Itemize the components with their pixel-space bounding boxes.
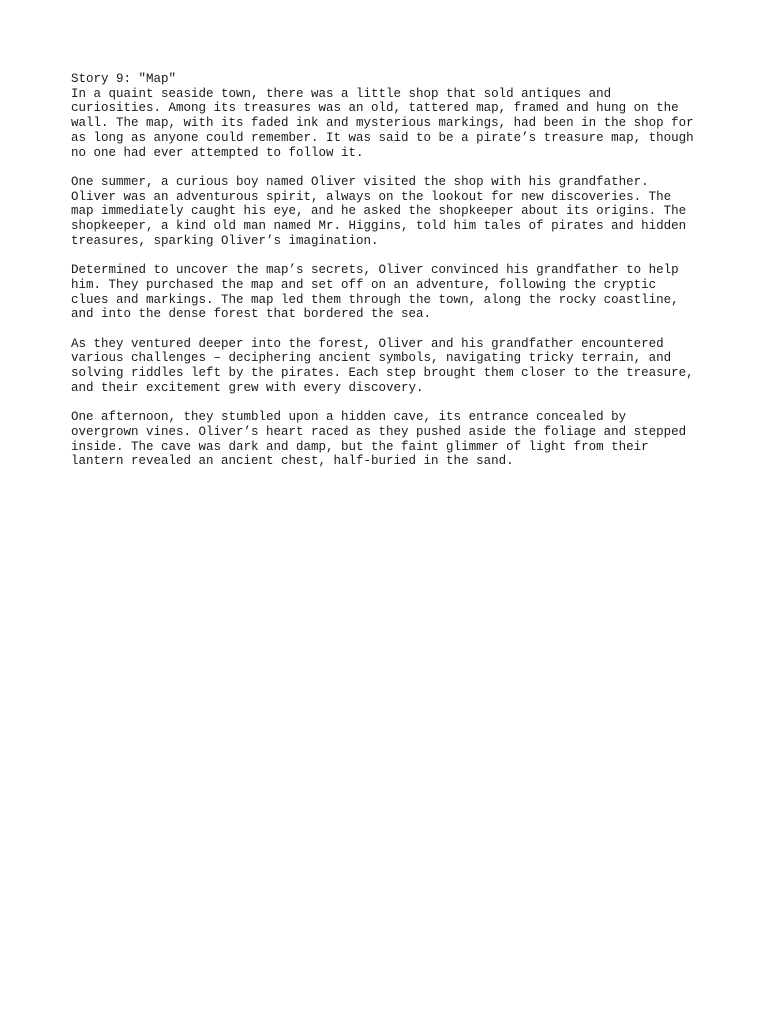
paragraph-line: shopkeeper, a kind old man named Mr. Higgins, told him tales of pirates and hidden [71,219,687,234]
paragraph-line: curiosities. Among its treasures was an old, tattered map, framed and hung on the [71,101,679,116]
paragraph-line: and their excitement grew with every discovery. [71,380,424,395]
paragraph-1 [71,87,711,161]
paragraph-line: map immediately caught his eye, and he asked the shopkeeper about its origins. The [71,204,687,219]
paragraph-line: and into the dense forest that bordered the sea. [71,307,432,322]
paragraph-line: In a quaint seaside town, there was a little shop that sold antiques and [71,86,612,101]
paragraph-3 [71,263,711,322]
paragraph-4 [71,337,711,396]
paragraph-line: lantern revealed an ancient chest, half-buried in the sand. [71,454,514,469]
paragraph-line: One summer, a curious boy named Oliver visited the shop with his grandfather. [71,174,649,189]
paragraph-line: him. They purchased the map and set off on an adventure, following the cryptic [71,277,657,292]
paragraph-line: no one had ever attempted to follow it. [71,145,364,160]
document-page [71,72,711,484]
paragraph-line: treasures, sparking Oliver’s imagination. [71,233,379,248]
paragraph-line: As they ventured deeper into the forest, Oliver and his grandfather encountered [71,336,664,351]
paragraph-line: wall. The map, with its faded ink and mysterious markings, had been in the shop for [71,116,694,131]
paragraph-line: various challenges – deciphering ancient symbols, navigating tricky terrain, and [71,351,672,366]
paragraph-line: inside. The cave was dark and damp, but the faint glimmer of light from their [71,439,649,454]
paragraph-line: solving riddles left by the pirates. Each step brought them closer to the treasure, [71,366,694,381]
paragraph-line: clues and markings. The map led them through the town, along the rocky coastline, [71,292,679,307]
paragraph-5 [71,410,711,469]
paragraph-line: Oliver was an adventurous spirit, always on the lookout for new discoveries. The [71,189,672,204]
paragraph-2 [71,175,711,249]
paragraph-line: as long as anyone could remember. It was said to be a pirate’s treasure map, though [71,130,694,145]
story-title: Story 9: "Map" [71,72,177,86]
paragraph-line: overgrown vines. Oliver’s heart raced as they pushed aside the foliage and stepped [71,424,687,439]
paragraph-line: Determined to uncover the map’s secrets, Oliver convinced his grandfather to help [71,263,679,278]
paragraph-line: One afternoon, they stumbled upon a hidden cave, its entrance concealed by [71,410,627,425]
